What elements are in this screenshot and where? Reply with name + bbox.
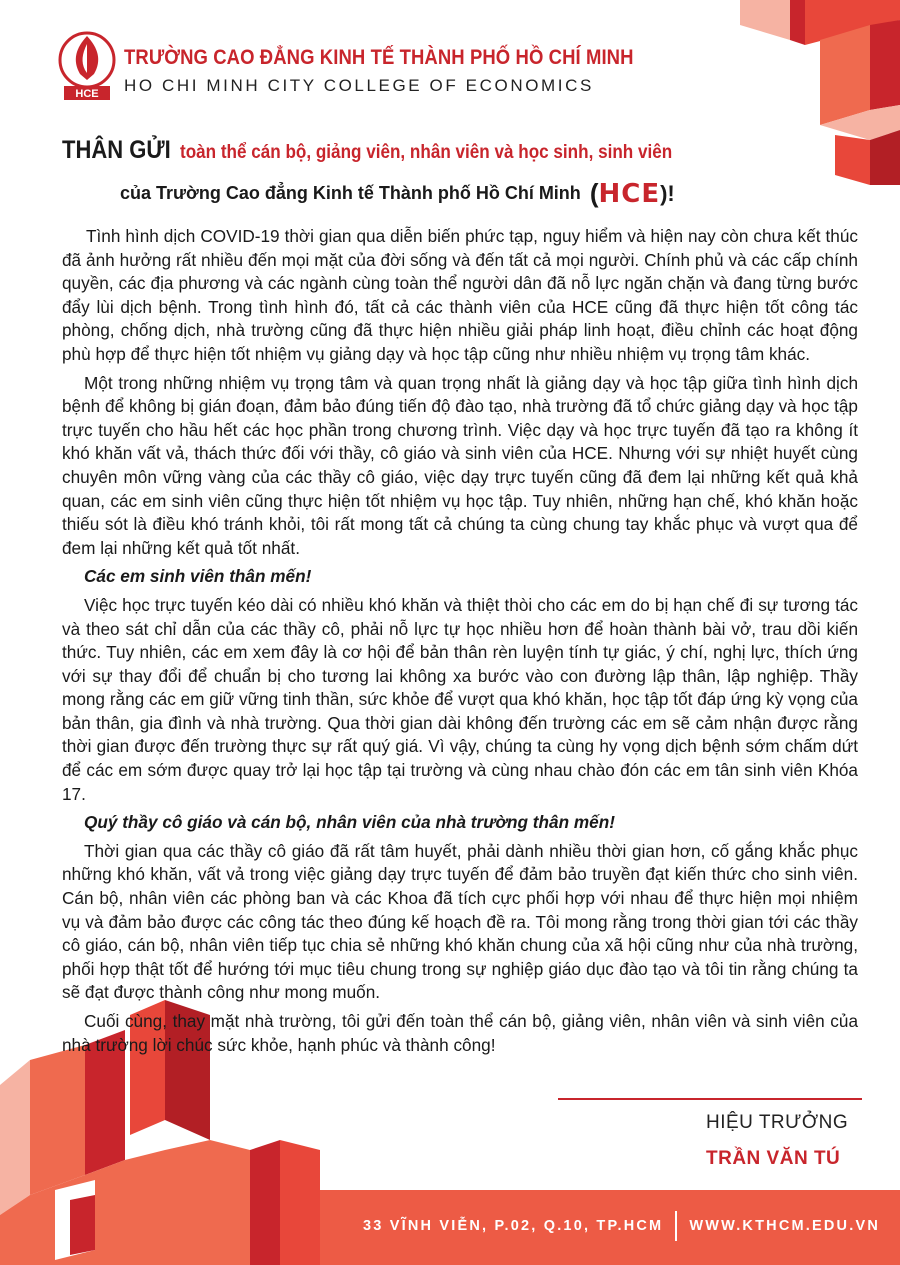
paragraph bbox=[62, 225, 858, 367]
paragraph-text: Tình hình dịch COVID-19 thời gian qua diễn biến phức tạp, nguy hiểm và hiện nay còn chưa kết thúc đã ảnh hưởng rất nhiều đến mọi mặt của đời sống và đến tất cả mọi người. Chính phủ và các cấp chính quyền, các địa phương và các ngành cùng toàn thể người dân đã nỗ lực ngăn chặn và đang từng bước đẩy lùi dịch bệnh. Trong tình hình đó, tất cả các thành viên của HCE cũng đã thực hiện tốt công tác phòng, chống dịch, nhà trường cũng đã thực hiện nhiều giải pháp linh hoạt, điều chỉnh các hoạt động phù hợp để thực hiện tốt nhiệm vụ giảng dạy và học tập cũng như nhiều nhiệm vụ trọng tâm khác. bbox=[62, 226, 858, 364]
section-heading-students: Các em sinh viên thân mến! bbox=[84, 566, 312, 587]
greeting-brand: HCE bbox=[598, 179, 661, 209]
corner-decoration-top-right bbox=[710, 0, 900, 185]
signature-divider bbox=[558, 1098, 862, 1100]
signature-name: TRẦN VĂN TÚ bbox=[706, 1148, 841, 1169]
greeting-line-1 bbox=[62, 136, 727, 165]
paragraph-text: Một trong những nhiệm vụ trọng tâm và quan trọng nhất là giảng dạy và học tập giữa tình hình dịch bệnh để không bị gián đoạn, đảm bảo đúng tiến độ đào tạo, nhà trường đã tổ chức giảng dạy và học tập trực tuyến cho hầu hết các học phần trong chương trình. Việc dạy và học trực tuyến đã tạo ra không ít khó khăn vất vả, thách thức đối với thầy, cô giáo và sinh viên của HCE. Nhưng với sự nhiệt huyết cùng chuyên môn vững vàng của các thầy cô giáo, việc dạy trực tuyến cũng đã đem lại những kết quả khả quan, các em sinh viên cũng thực hiện tốt nhiệm vụ học tập. Tuy nhiên, những hạn chế, khó khăn hoặc thiếu sót là điều khó tránh khỏi, tôi rất mong tất cả chúng ta cùng chung tay khắc phục và vượt qua để đem lại những kết quả tốt nhất. bbox=[62, 372, 858, 558]
paragraph-text: Thời gian qua các thầy cô giáo đã rất tâm huyết, phải dành nhiều thời gian hơn, cố gắng khắc phục những khó khăn, vất vả trong việc giảng dạy trực tuyến để đảm bảo truyền đạt kiến thức cho sinh viên. Cán bộ, nhân viên các phòng ban và các Khoa đã tích cực phối hợp với nhau để thực hiện mọi nhiệm vụ và đảm bảo được các công tác theo đúng kế hoạch đề ra. Tôi mong rằng trong thời gian tới các thầy cô giáo, cán bộ, nhân viên tiếp tục chia sẻ những khó khăn chung của xã hội cũng như của nhà trường, phối hợp thật tốt để hướng tới mục tiêu chung trong sự nghiệp giáo dục đào tạo và tôi tin rằng chúng ta sẽ đạt được thành công như mong muốn. bbox=[62, 840, 858, 1003]
paragraph bbox=[62, 372, 858, 561]
greeting-lead: THÂN GỬI bbox=[62, 136, 171, 164]
footer bbox=[300, 1208, 880, 1244]
logo-text: HCE bbox=[75, 88, 99, 100]
section-heading-staff: Quý thầy cô giáo và cán bộ, nhân viên của nhà trường thân mến! bbox=[84, 812, 615, 833]
school-logo-icon bbox=[58, 30, 116, 102]
footer-separator bbox=[675, 1211, 677, 1241]
paragraph bbox=[62, 840, 858, 1005]
school-name-en: HO CHI MINH CITY COLLEGE OF ECONOMICS bbox=[124, 76, 594, 95]
signature-title: HIỆU TRƯỞNG bbox=[706, 1112, 849, 1133]
paragraph-text: Việc học trực tuyến kéo dài có nhiều khó khăn và thiệt thòi cho các em do bị hạn chế đi sự tương tác và theo sát chỉ dẫn của các thầy cô, phải nỗ lực tự học nhiều hơn để hoàn thành bài vở, trau dồi kiến thức. Tuy nhiên, các em xem đây là cơ hội để bản thân rèn luyện tính tự giác, ý chí, nghị lực, thích ứng với sự thay đổi để chuẩn bị cho tương lai không xa bước vào con đường lập thân, lập nghiệp. Thầy mong rằng các em giữ vững tinh thần, sức khỏe để vượt qua khó khăn, học tập tốt đáp ứng kỳ vọng của bản thân, gia đình và nhà trường. Qua thời gian dài không đến trường các em sẽ cảm nhận được rằng thời gian được đến trường thực sự rất quý giá. Vì vậy, chúng ta cùng hy vọng dịch bệnh sớm chấm dứt để các em sớm được quay trở lại học tập tại trường và cùng nhau chào đón các em tân sinh viên Khóa 17. bbox=[62, 594, 858, 804]
paragraph-text: Cuối cùng, thay mặt nhà trường, tôi gửi đến toàn thể cán bộ, giảng viên, nhân viên và sinh viên của nhà trường lời chúc sức khỏe, hạnh phúc và thành công! bbox=[62, 1011, 858, 1055]
greeting-school: của Trường Cao đẳng Kinh tế Thành phố Hồ Chí Minh bbox=[120, 183, 581, 203]
paragraph bbox=[62, 594, 858, 806]
paragraph bbox=[62, 1010, 858, 1057]
footer-address: 33 VĨNH VIỄN, P.02, Q.10, TP.HCM bbox=[362, 1218, 664, 1234]
greeting-recipients: toàn thể cán bộ, giảng viên, nhân viên và học sinh, sinh viên bbox=[179, 142, 673, 163]
letter-body bbox=[62, 225, 858, 1062]
footer-website[interactable]: WWW.KTHCM.EDU.VN bbox=[689, 1218, 880, 1234]
school-name-vn: TRƯỜNG CAO ĐẲNG KINH TẾ THÀNH PHỐ HỒ CHÍ MINH bbox=[124, 45, 634, 69]
greeting-line-2 bbox=[120, 178, 675, 209]
greeting-open-paren: ( bbox=[589, 178, 599, 208]
greeting-close: )! bbox=[660, 181, 675, 206]
